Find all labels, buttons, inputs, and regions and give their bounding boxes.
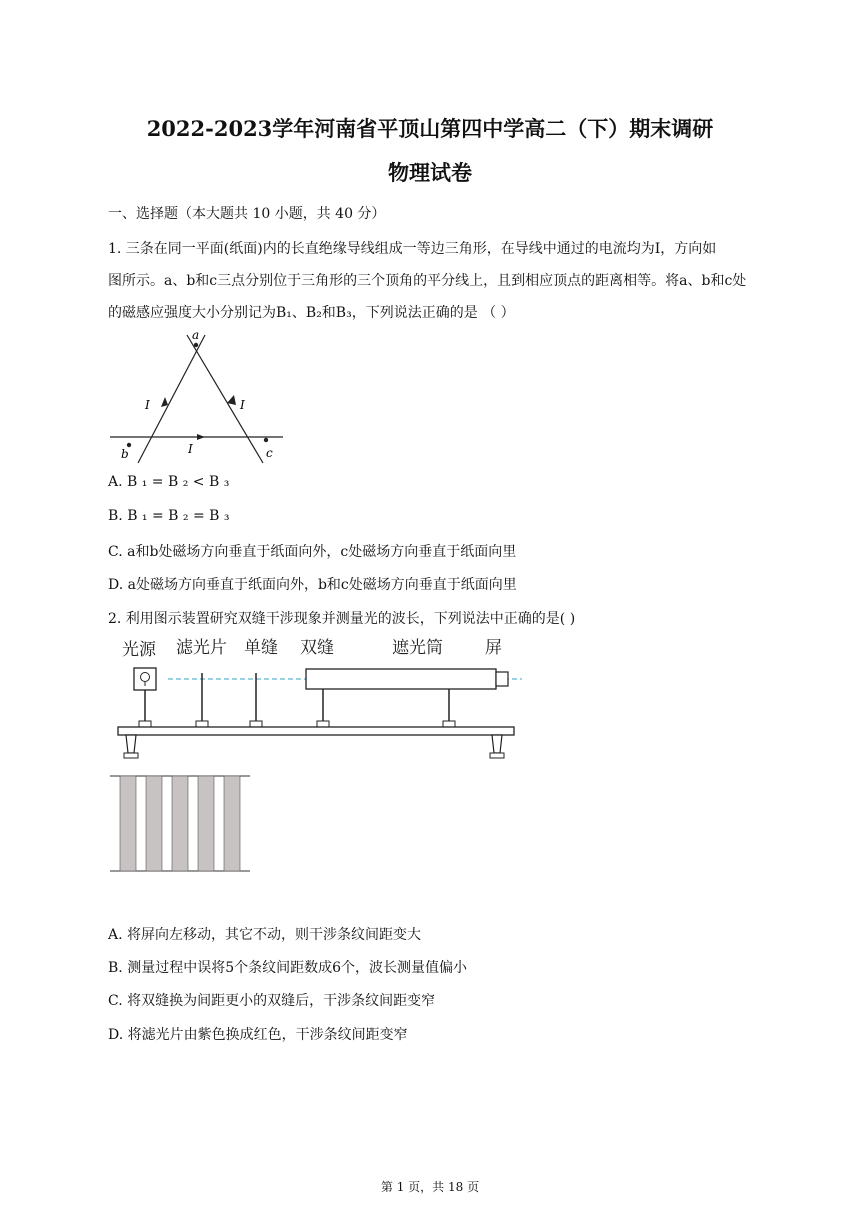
current-right-label: I [240, 398, 245, 412]
interference-fringes-figure [110, 775, 255, 873]
q1-stem-line2: 图所示。a、b和c三点分别位于三角形的三个顶角的平分线上，且到相应顶点的距离相等。将a、b和c处 [108, 273, 747, 289]
q1-option-d: D. a处磁场方向垂直于纸面向外，b和c处磁场方向垂直于纸面向里 [108, 577, 517, 593]
q1-option-c: C. a和b处磁场方向垂直于纸面向外，c处磁场方向垂直于纸面向里 [108, 544, 517, 560]
q2-option-c: C. 将双缝换为间距更小的双缝后，干涉条纹间距变窄 [108, 993, 436, 1009]
label-single-slit: 单缝 [244, 638, 278, 658]
current-bottom-label: I [188, 442, 193, 456]
label-filter: 滤光片 [176, 638, 227, 658]
q2-option-b: B. 测量过程中误将5个条纹间距数成6个，波长测量值偏小 [108, 960, 468, 976]
label-double-slit: 双缝 [300, 638, 334, 658]
q1-stem-line3: 的磁感应强度大小分别记为B₁、B₂和B₃，下列说法正确的是 （ ） [108, 305, 515, 321]
page-footer: 第 1 页，共 18 页 [380, 1180, 480, 1194]
q1-option-b: B. B ₁ = B ₂ = B ₃ [108, 508, 230, 524]
q2-option-a: A. 将屏向左移动，其它不动，则干涉条纹间距变大 [108, 927, 422, 943]
exam-title-line2: 物理试卷 [388, 160, 472, 185]
label-light-source: 光源 [122, 640, 156, 660]
q1-option-a: A. B ₁ = B ₂ < B ₃ [108, 474, 230, 490]
point-a-label: a [192, 328, 200, 342]
q2-stem: 2. 利用图示装置研究双缝干涉现象并测量光的波长，下列说法中正确的是( ) [108, 611, 576, 627]
double-slit-apparatus-figure [110, 633, 530, 765]
point-b-label: b [121, 447, 129, 461]
q1-stem-line1: 1. 三条在同一平面(纸面)内的长直绝缘导线组成一等边三角形，在导线中通过的电流均为I，方向如 [108, 241, 717, 257]
triangle-wires-figure [105, 325, 290, 465]
point-c-label: c [266, 446, 273, 460]
section-heading: 一、选择题（本大题共 10 小题，共 40 分） [108, 206, 386, 222]
q2-option-d: D. 将滤光片由紫色换成红色，干涉条纹间距变窄 [108, 1027, 408, 1043]
label-tube: 遮光筒 [392, 638, 443, 658]
current-left-label: I [145, 398, 150, 412]
label-screen: 屏 [485, 638, 502, 658]
exam-title-line1: 2022-2023学年河南省平顶山第四中学高二（下）期末调研 [146, 116, 714, 141]
